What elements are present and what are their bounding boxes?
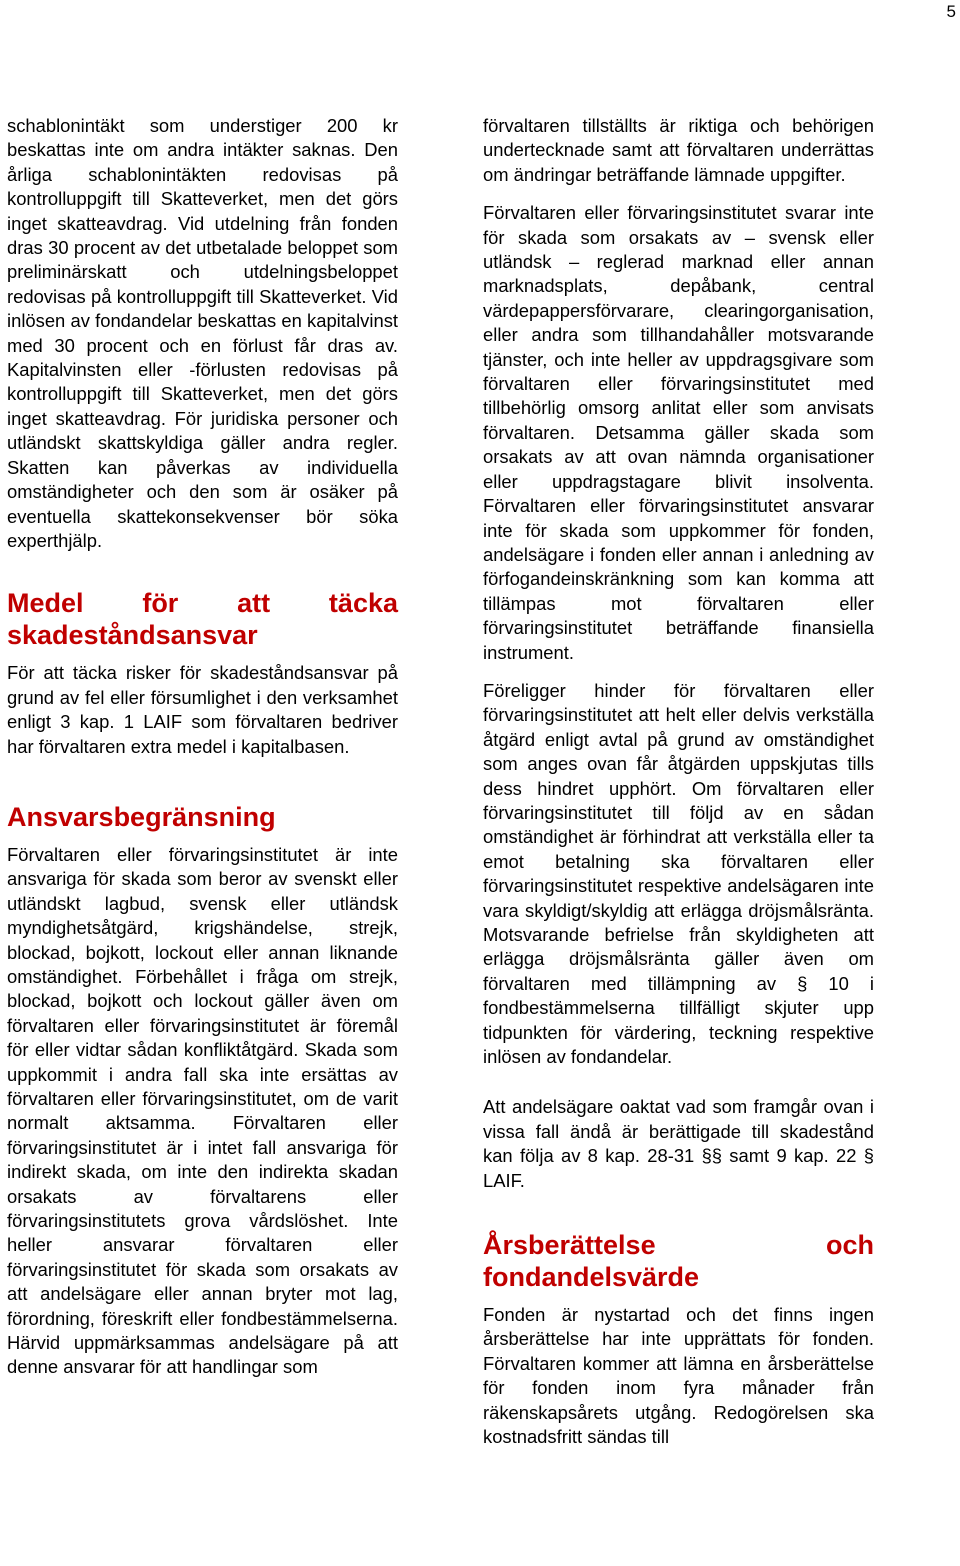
limitation-paragraph: Förvaltaren eller förvaringsinstitutet är inte ansvariga för skada som beror av svenskt eller utländskt lagbud, svensk eller utländsk myndighetsåtgärd, krigshändelse, strejk, blockad, bojkott, lockout eller annan liknande omständighet. Förbehållet i fråga om strejk, blockad, bojkott och lockout gäller även om förvaltaren eller förvaringsinstitutet är föremål för eller vidtar sådan konfliktåtgärd. Skada som uppkommit i andra fall ska inte ersättas av förvaltaren eller förvaringsinstitutet, om de varit normalt aktsamma. Förvaltaren eller förvaringsinstitutet är i intet fall ansvariga för indirekt skada, om inte den indirekta skadan orsakats av förvaltarens eller förvaringsinstitutets grova vårdslöshet. Inte heller ansvarar förvaltaren eller förvaringsinstitutet för skada som orsakats av att andelsägare eller annan bryter mot lag, förordning, föreskrift eller fondbestämmelserna. Härvid uppmärksammas andelsägare på att denne ansvarar för att handlingar som <box>7 843 398 1378</box>
left-column <box>7 114 398 1380</box>
market-liability-paragraph: Förvaltaren eller förvaringsinstitutet svarar inte för skada som orsakats av – svensk eller utländsk – reglerad marknad eller annan marknadsplats, depåbank, central värdepappersförvarare, clearingorganisation, eller andra som tillhandahåller motsvarande tjänster, och inte heller av uppdragsgivare som förvaltaren eller förvaringsinstitutet med tillbehörlig omsorg anlitat eller som anvisats förvaltaren. Detsamma gäller skada som orsakats av att ovan nämnda organisationer eller uppdragstagare blivit insolventa. Förvaltaren eller förvaringsinstitutet ansvarar inte för skada som uppkommer för fonden, andelsägare i fonden eller annan i anledning av förfogandeinskränkning som kan komma att tillämpas mot förvaltaren eller förvaringsinstitutet beträffande finansiella instrument. <box>483 202 874 663</box>
heading-limitation-of-liability: Ansvarsbegränsning <box>7 801 276 832</box>
heading-damage-liability-funds: Medel för att täcka skadeståndsansvar <box>7 588 398 651</box>
annual-report-paragraph: Fonden är nystartad och det finns ingen årsberättelse har inte upprättats för fonden. Förvaltaren kommer att lämna en årsberättelse för fonden inom fyra månader från räkenskapsårets utgång. Redogörelsen ska kostnadsfritt sändas till <box>483 1304 874 1448</box>
damages-entitlement-paragraph: Att andelsägare oaktat vad som framgår ovan i vissa fall ändå är berättigade till skadestånd kan följa av 8 kap. 28-31 §§ samt 9 kap. 22 § LAIF. <box>483 1096 874 1191</box>
obstacle-paragraph: Föreligger hinder för förvaltaren eller förvaringsinstitutet att helt eller delvis verkställa åtgärd enligt avtal på grund av omständighet som anges ovan får åtgärden uppskjutas tills dess hindret upphört. Om förvaltaren eller förvaringsinstitutet till följd av en sådan omständighet är förhindrat att verkställa eller ta emot betalning ska förvaltaren eller förvaringsinstitutet respektive andelsägaren inte vara skyldigt/skyldig att erlägga dröjsmålsränta. Motsvarande befrielse från skyldigheten att erlägga dröjsmålsränta gäller även om förvaltaren med tillämpning av § 10 i fondbestämmelserna tillfälligt skjuter upp tidpunkten för värdering, teckning respektive inlösen av fondandelar. <box>483 679 874 1068</box>
page-number: 5 <box>946 2 956 21</box>
right-column <box>483 114 874 1450</box>
damage-liability-paragraph: För att täcka risker för skadeståndsansvar på grund av fel eller försumlighet i den verksamhet enligt 3 kap. 1 LAIF som förvaltaren bedriver har förvaltaren extra medel i kapitalbasen. <box>7 662 398 757</box>
documents-paragraph: förvaltaren tillställts är riktiga och behörigen undertecknade samt att förvaltaren underrättas om ändringar beträffande lämnade uppgifter. <box>483 115 874 185</box>
tax-paragraph: schablonintäkt som understiger 200 kr beskattas inte om andra intäkter saknas. Den årliga schablonintäkten redovisas på kontrolluppgift till Skatteverket, men det görs inget skatteavdrag. Vid utdelning från fonden dras 30 procent av det utbetalade beloppet som preliminärskatt och utdelningsbeloppet redovisas på kontrolluppgift till Skatteverket. Vid inlösen av fondandelar beskattas en kapitalvinst med 30 procent och en förlust får dras av. Kapitalvinsten eller -förlusten redovisas på kontrolluppgift till Skatteverket, men det görs inget skatteavdrag. För juridiska personer och utländskt skattskyldiga gäller andra regler. Skatten kan påverkas av individuella omständigheter och den som är osäker på eventuella skattekonsekvenser bör söka experthjälp. <box>7 115 398 551</box>
heading-annual-report: Årsberättelse och fondandelsvärde <box>483 1230 874 1293</box>
